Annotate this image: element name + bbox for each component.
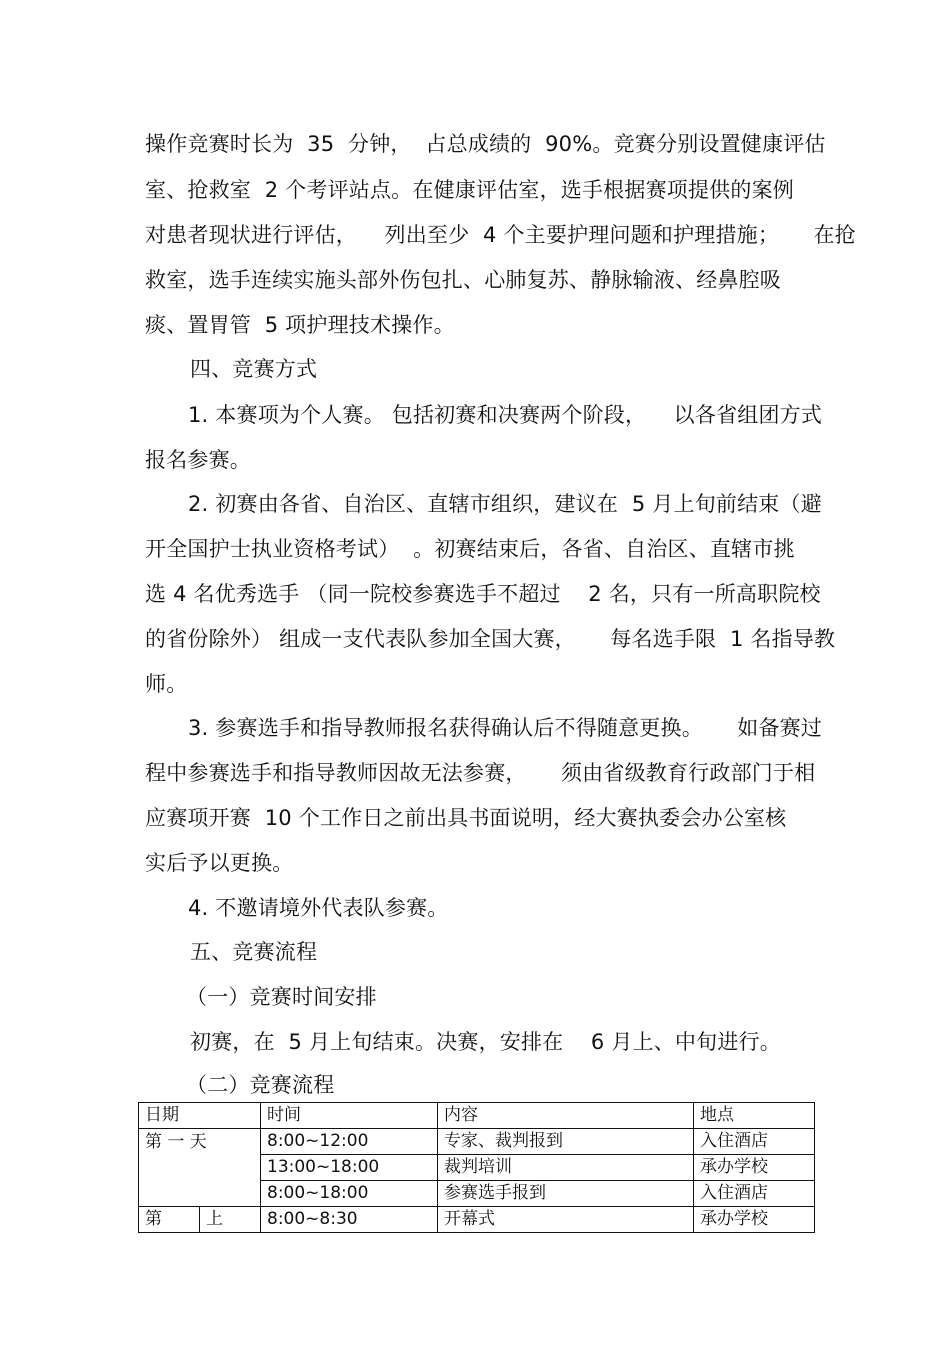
cell-time: 8:00~18:00 (261, 1181, 438, 1207)
text-line: 痰、置胃管 5 项护理技术操作。 (145, 313, 455, 337)
section-heading: 四、竞赛方式 (190, 357, 318, 381)
text-line: 对患者现状进行评估， 列出至少 4 个主要护理问题和护理措施； 在抢 (145, 223, 856, 247)
text-line: 3. 参赛选手和指导教师报名获得确认后不得随意更换。 如备赛过 (188, 716, 823, 740)
cell-time: 13:00~18:00 (261, 1155, 438, 1181)
header-content: 内容 (438, 1103, 694, 1129)
cell-place: 承办学校 (694, 1155, 815, 1181)
schedule-table (138, 1102, 815, 1233)
text-line: 实后予以更换。 (145, 851, 294, 875)
day-one-label: 第 一 天 (139, 1129, 261, 1207)
table-row (139, 1129, 815, 1155)
cell-place: 承办学校 (694, 1207, 815, 1233)
text-line: 救室，选手连续实施头部外伤包扎、心肺复苏、静脉输液、经鼻腔吸 (145, 268, 781, 292)
table-row (139, 1207, 815, 1233)
cell-content: 参赛选手报到 (438, 1181, 694, 1207)
text-line: 操作竞赛时长为 35 分钟， 占总成绩的 90%。竞赛分别设置健康评估 (145, 132, 826, 156)
cell-content: 裁判培训 (438, 1155, 694, 1181)
text-line: 2. 初赛由各省、自治区、直辖市组织，建议在 5 月上旬前结束（避 (188, 492, 822, 516)
section-heading: 五、竞赛流程 (190, 940, 318, 964)
text-line: 室、抢救室 2 个考评站点。在健康评估室，选手根据赛项提供的案例 (145, 178, 794, 202)
text-line: 程中参赛选手和指导教师因故无法参赛， 须由省级教育行政部门于相 (145, 761, 816, 785)
cell-content: 开幕式 (438, 1207, 694, 1233)
text-line: 报名参赛。 (145, 448, 251, 472)
text-line: 的省份除外） 组成一支代表队参加全国大赛， 每名选手限 1 名指导教 (145, 627, 836, 651)
header-date: 日期 (139, 1103, 261, 1129)
text-line: 选 4 名优秀选手 （同一院校参赛选手不超过 2 名，只有一所高职院校 (145, 582, 821, 606)
header-place: 地点 (694, 1103, 815, 1129)
text-line: 初赛，在 5 月上旬结束。决赛，安排在 6 月上、中旬进行。 (190, 1030, 781, 1054)
subsection-heading: （一）竞赛时间安排 (186, 985, 377, 1009)
text-line: 开全国护士执业资格考试） 。初赛结束后，各省、自治区、直辖市挑 (145, 537, 795, 561)
text-line: 应赛项开赛 10 个工作日之前出具书面说明，经大赛执委会办公室核 (145, 806, 787, 830)
table-header-row (139, 1103, 815, 1129)
cell-place: 入住酒店 (694, 1181, 815, 1207)
text-line: 师。 (145, 672, 188, 696)
day-two-period: 上 (200, 1207, 261, 1233)
cell-time: 8:00~12:00 (261, 1129, 438, 1155)
day-two-label: 第 (139, 1207, 200, 1233)
text-line: 1. 本赛项为个人赛。 包括初赛和决赛两个阶段， 以各省组团方式 (188, 403, 823, 427)
cell-place: 入住酒店 (694, 1129, 815, 1155)
subsection-heading: （二）竞赛流程 (186, 1073, 335, 1097)
cell-content: 专家、裁判报到 (438, 1129, 694, 1155)
header-time: 时间 (261, 1103, 438, 1129)
cell-time: 8:00~8:30 (261, 1207, 438, 1233)
text-line: 4. 不邀请境外代表队参赛。 (188, 896, 449, 920)
